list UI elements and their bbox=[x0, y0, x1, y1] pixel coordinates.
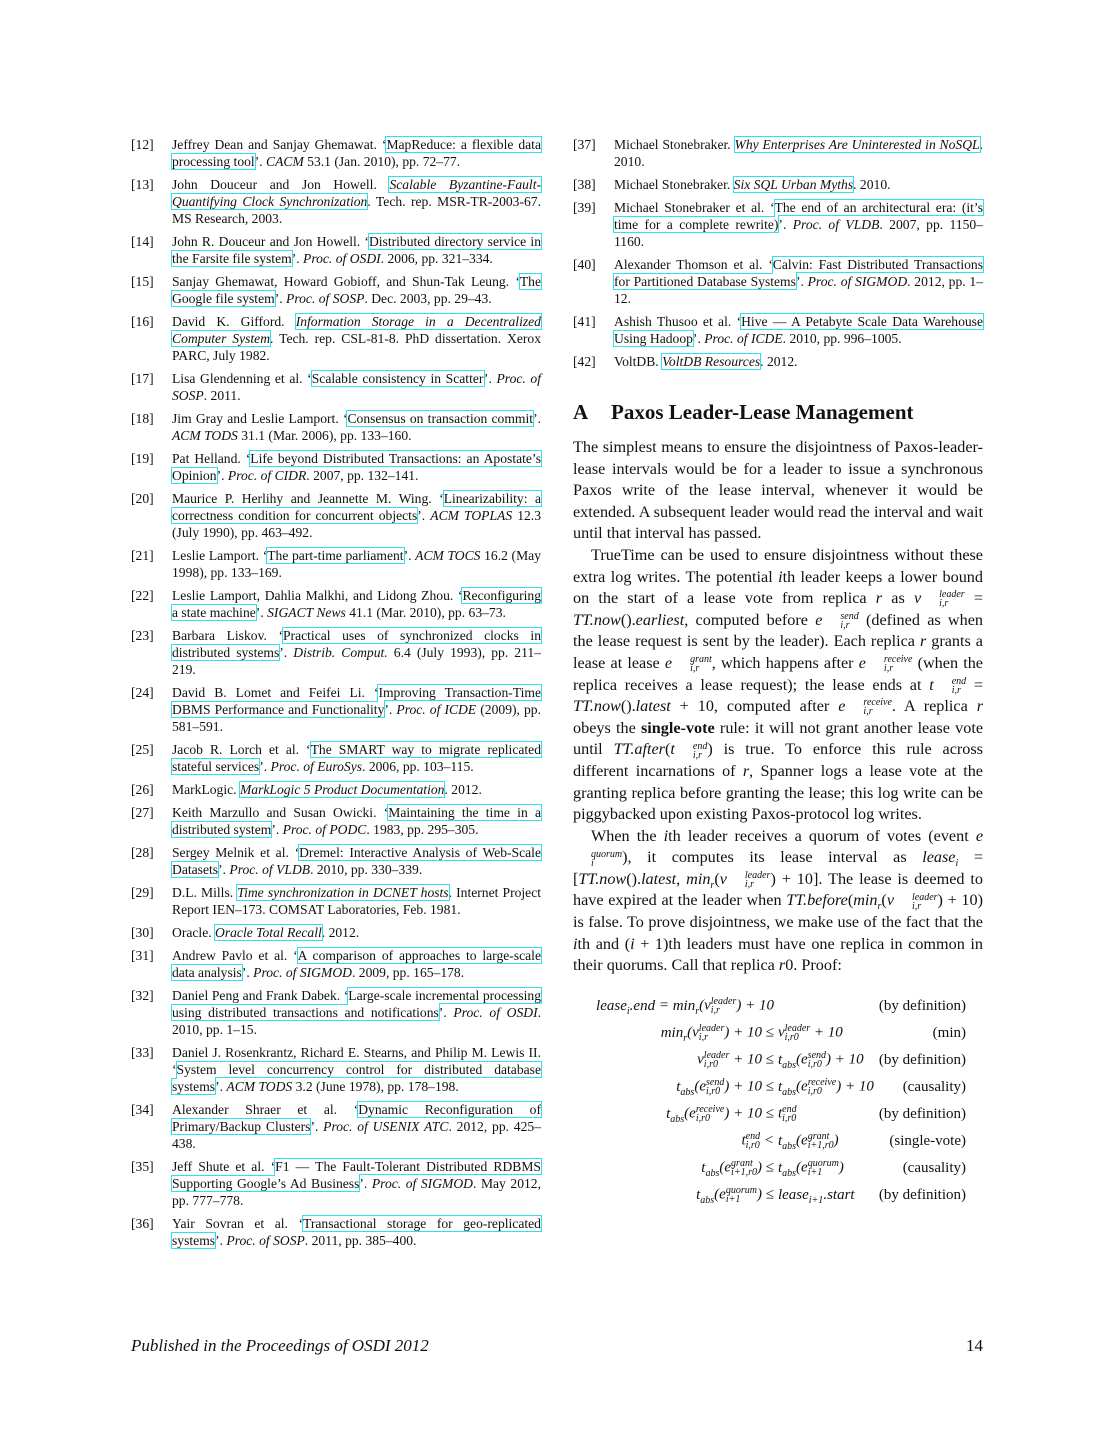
reference-item bbox=[131, 450, 541, 484]
reference-text: Oracle. Oracle Total Recall. 2012. bbox=[172, 925, 360, 940]
reference-text: Jeffrey Dean and Sanjay Ghemawat. ‘MapReduce: a flexible data processing tool’. CACM 53.1 (Jan. 2010), pp. 72–77. bbox=[172, 137, 541, 169]
reference-text: Alexander Thomson et al. ‘Calvin: Fast Distributed Transactions for Partitioned Database Systems’. Proc. of SIGMOD. 2012, pp. 1–12. bbox=[614, 257, 983, 306]
reference-item bbox=[131, 1158, 541, 1209]
reference-number: [36] bbox=[131, 1216, 154, 1231]
reference-text: Daniel Peng and Frank Dabek. ‘Large-scale incremental processing using distributed transactions and notifications’. Proc. of OSDI. 2010, pp. 1–15. bbox=[172, 988, 541, 1037]
reference-text: Daniel J. Rosenkrantz, Richard E. Stearns, and Philip M. Lewis II. ‘System level concurrency control for distributed database systems’. ACM TODS 3.2 (June 1978), pp. 178–198. bbox=[172, 1045, 541, 1094]
equation-row: lease$_i$.end = $\min_r(v$ leader i,r ) + 10 (by definition) bbox=[596, 996, 966, 1017]
reference-link[interactable]: Time synchronization in DCNET hosts bbox=[237, 885, 449, 900]
page-footer bbox=[131, 1336, 983, 1356]
appendix-heading bbox=[573, 400, 983, 425]
reference-link[interactable]: A comparison of approaches to large-scale data analysis bbox=[172, 948, 541, 980]
reference-text: Sanjay Ghemawat, Howard Gobioff, and Shun-Tak Leung. ‘The Google file system’. Proc. of SOSP. Dec. 2003, pp. 29–43. bbox=[172, 274, 541, 306]
equation-row: $t_{abs}(e$ grant i+1,r0 ) ≤ $t_{abs}(e$ quorum i+1 ) (causality) bbox=[701, 1158, 966, 1179]
reference-item bbox=[573, 256, 983, 307]
reference-number: [16] bbox=[131, 314, 154, 329]
reference-number: [17] bbox=[131, 371, 154, 386]
reference-item bbox=[573, 136, 983, 170]
reference-item bbox=[131, 781, 541, 798]
reference-text: Michael Stonebraker. Six SQL Urban Myths. 2010. bbox=[614, 177, 891, 192]
reference-link[interactable]: Hive — A Petabyte Scale Data Warehouse Using Hadoop bbox=[614, 314, 983, 346]
reference-text: MarkLogic. MarkLogic 5 Product Documentation. 2012. bbox=[172, 782, 482, 797]
reference-text: John R. Douceur and Jon Howell. ‘Distributed directory service in the Farsite file system’. Proc. of OSDI. 2006, pp. 321–334. bbox=[172, 234, 541, 266]
reference-link[interactable]: Why Enterprises Are Uninterested in NoSQL bbox=[734, 137, 980, 152]
reference-number: [22] bbox=[131, 588, 154, 603]
reference-link[interactable]: Six SQL Urban Myths bbox=[733, 177, 854, 192]
reference-number: [12] bbox=[131, 137, 154, 152]
reference-number: [42] bbox=[573, 354, 596, 369]
appendix-label: A bbox=[573, 400, 589, 424]
reference-link[interactable]: Improving Transaction-Time DBMS Performance and Functionality bbox=[172, 685, 542, 717]
reference-item bbox=[131, 1101, 541, 1152]
reference-number: [31] bbox=[131, 948, 154, 963]
reference-link[interactable]: Distributed directory service in the Farsite file system bbox=[172, 234, 541, 266]
reference-text: D.L. Mills. Time synchronization in DCNET hosts. Internet Project Report IEN–173. COMSAT Laboratories, Feb. 1981. bbox=[172, 885, 542, 917]
reference-item bbox=[573, 199, 983, 250]
reference-number: [21] bbox=[131, 548, 154, 563]
reference-item bbox=[131, 370, 541, 404]
equation-row: v leader i,r0 + 10 ≤ $t_{abs}(e$ send i,r0 ) + 10 (by definition) bbox=[697, 1050, 966, 1071]
reference-link[interactable]: Dynamic Reconfiguration of Primary/Backup Clusters bbox=[172, 1102, 541, 1134]
equation-row: $\min_r(v$ leader i,r ) + 10 ≤ v leader i,r0 + 10 (min) bbox=[660, 1023, 966, 1044]
reference-link[interactable]: Scalable consistency in Scatter bbox=[311, 371, 484, 386]
reference-item bbox=[573, 313, 983, 347]
reference-link[interactable]: The SMART way to migrate replicated stateful services bbox=[172, 742, 541, 774]
reference-text: Jacob R. Lorch et al. ‘The SMART way to migrate replicated stateful services’. Proc. of EuroSys. 2006, pp. 103–115. bbox=[172, 742, 541, 774]
reference-item bbox=[131, 490, 541, 541]
reference-text: Andrew Pavlo et al. ‘A comparison of approaches to large-scale data analysis’. Proc. of SIGMOD. 2009, pp. 165–178. bbox=[172, 948, 541, 980]
reference-text: Pat Helland. ‘Life beyond Distributed Transactions: an Apostate’s Opinion’. Proc. of CIDR. 2007, pp. 132–141. bbox=[172, 451, 542, 483]
reference-number: [23] bbox=[131, 628, 154, 643]
reference-number: [30] bbox=[131, 925, 154, 940]
reference-link[interactable]: The Google file system bbox=[172, 274, 541, 306]
equation-row: $t_{abs}(e$ quorum i+1 ) ≤ lease$_{i+1}$.start (by definition) bbox=[696, 1185, 966, 1206]
reference-link[interactable]: Life beyond Distributed Transactions: an Apostate’s Opinion bbox=[172, 451, 542, 483]
reference-link[interactable]: Oracle Total Recall bbox=[215, 925, 322, 940]
page-number: 14 bbox=[966, 1336, 983, 1355]
reference-item bbox=[131, 844, 541, 878]
reference-text: Yair Sovran et al. ‘Transactional storage for geo-replicated systems’. Proc. of SOSP. 2011, pp. 385–400. bbox=[172, 1216, 541, 1248]
reference-text: Michael Stonebraker. Why Enterprises Are Uninterested in NoSQL. 2010. bbox=[614, 137, 983, 169]
appendix-title: Paxos Leader-Lease Management bbox=[611, 400, 914, 424]
reference-link[interactable]: Maintaining the time in a distributed system bbox=[172, 805, 542, 837]
reference-text: Jim Gray and Leslie Lamport. ‘Consensus on transaction commit’. ACM TODS 31.1 (Mar. 2006), pp. 133–160. bbox=[172, 411, 541, 443]
reference-number: [39] bbox=[573, 200, 596, 215]
reference-item bbox=[131, 587, 541, 621]
reference-link[interactable]: Practical uses of synchronized clocks in distributed systems bbox=[172, 628, 541, 660]
reference-link[interactable]: Transactional storage for geo-replicated systems bbox=[172, 1216, 541, 1248]
reference-item bbox=[131, 947, 541, 981]
reference-number: [19] bbox=[131, 451, 154, 466]
reference-item bbox=[131, 136, 541, 170]
references-left-column bbox=[131, 136, 541, 1255]
reference-item bbox=[131, 273, 541, 307]
reference-item bbox=[573, 353, 983, 370]
reference-item bbox=[131, 1044, 541, 1095]
reference-item bbox=[131, 684, 541, 735]
reference-link[interactable]: F1 — The Fault-Tolerant Distributed RDBMS Supporting Google’s Ad Business bbox=[172, 1159, 541, 1191]
reference-number: [18] bbox=[131, 411, 154, 426]
reference-number: [26] bbox=[131, 782, 154, 797]
reference-number: [32] bbox=[131, 988, 154, 1003]
reference-item bbox=[131, 313, 541, 364]
reference-text: Sergey Melnik et al. ‘Dremel: Interactive Analysis of Web-Scale Datasets’. Proc. of VLDB. 2010, pp. 330–339. bbox=[172, 845, 541, 877]
reference-number: [34] bbox=[131, 1102, 154, 1117]
reference-item bbox=[131, 987, 541, 1038]
reference-link[interactable]: Scalable Byzantine-Fault-Quantifying Clock Synchronization bbox=[172, 177, 541, 209]
reference-number: [13] bbox=[131, 177, 154, 192]
reference-link[interactable]: Information Storage in a Decentralized Computer System bbox=[172, 314, 541, 346]
reference-link[interactable]: The part-time parliament bbox=[267, 548, 404, 563]
reference-text: Barbara Liskov. ‘Practical uses of synchronized clocks in distributed systems’. Distrib. Comput. 6.4 (July 1993), pp. 211–219. bbox=[172, 628, 541, 677]
reference-number: [35] bbox=[131, 1159, 154, 1174]
reference-item bbox=[131, 627, 541, 678]
reference-link[interactable]: Consensus on transaction commit bbox=[347, 411, 534, 426]
reference-number: [37] bbox=[573, 137, 596, 152]
reference-text: Maurice P. Herlihy and Jeannette M. Wing. ‘Linearizability: a correctness condition for concurrent objects’. ACM TOPLAS 12.3 (July 1990), pp. 463–492. bbox=[172, 491, 542, 540]
reference-number: [41] bbox=[573, 314, 596, 329]
reference-number: [27] bbox=[131, 805, 154, 820]
reference-text: Alexander Shraer et al. ‘Dynamic Reconfiguration of Primary/Backup Clusters’. Proc. of USENIX ATC. 2012, pp. 425–438. bbox=[172, 1102, 541, 1151]
reference-text: VoltDB. VoltDB Resources. 2012. bbox=[614, 354, 798, 369]
reference-link[interactable]: Reconfiguring a state machine bbox=[172, 588, 541, 620]
reference-item bbox=[131, 176, 541, 227]
equation-row: $t_{abs}(e$ send i,r0 ) + 10 ≤ $t_{abs}(e$ receive i,r0 ) + 10 (causality) bbox=[676, 1077, 966, 1098]
reference-link[interactable]: The end of an architectural era: (it’s time for a complete rewrite) bbox=[614, 200, 983, 232]
reference-item bbox=[131, 804, 541, 838]
reference-item bbox=[573, 176, 983, 193]
reference-link[interactable]: MapReduce: a flexible data processing tool bbox=[172, 137, 541, 169]
reference-number: [24] bbox=[131, 685, 154, 700]
reference-link[interactable]: Calvin: Fast Distributed Transactions for Partitioned Database Systems bbox=[614, 257, 983, 289]
reference-link[interactable]: System level concurrency control for distributed database systems bbox=[172, 1062, 541, 1094]
reference-item bbox=[131, 884, 541, 918]
reference-item bbox=[131, 233, 541, 267]
reference-link[interactable]: MarkLogic 5 Product Documentation bbox=[239, 782, 445, 797]
reference-number: [33] bbox=[131, 1045, 154, 1060]
reference-text: Lisa Glendenning et al. ‘Scalable consistency in Scatter’. Proc. of SOSP. 2011. bbox=[172, 371, 542, 403]
reference-item bbox=[131, 547, 541, 581]
appendix-paragraph-2: TrueTime can be used to ensure disjointness without these extra log writes. The potential ith leader keeps a lower bound on the start of a lease vote from replica r as v leader i,r = TT.now().earliest, computed before e send i,r (defined as when the lease request is sent by the leader). Each replica r grants a lease at lease e grant i,r , which happens after e receive i,r (when the replica receives a lease request); the lease ends at t end i,r = TT.now().latest + 10, computed after e receive i,r . A replica r obeys the single-vote rule: it will not grant another lease vote until TT.after(t end i,r ) is true. To enforce this rule across different incarnations of r, Spanner logs a lease vote at the granting replica before granting the lease; this log write can be piggybacked upon existing Paxos-protocol log writes. bbox=[573, 545, 984, 824]
equation-row: t end i,r0 < $t_{abs}(e$ grant i+1,r0 ) (single-vote) bbox=[741, 1131, 966, 1152]
reference-text: Michael Stonebraker et al. ‘The end of an architectural era: (it’s time for a complete rewrite)’. Proc. of VLDB. 2007, pp. 1150–1160. bbox=[614, 200, 983, 249]
references-right-list bbox=[573, 136, 983, 370]
reference-text: Keith Marzullo and Susan Owicki. ‘Maintaining the time in a distributed system’. Proc. of PODC. 1983, pp. 295–305. bbox=[172, 805, 542, 837]
reference-link[interactable]: Dremel: Interactive Analysis of Web-Scale Datasets bbox=[172, 845, 541, 877]
reference-text: Leslie Lamport. ‘The part-time parliament’. ACM TOCS 16.2 (May 1998), pp. 133–169. bbox=[172, 548, 541, 580]
reference-item bbox=[131, 410, 541, 444]
reference-number: [15] bbox=[131, 274, 154, 289]
appendix-paragraph-3: When the ith leader receives a quorum of votes (event e quorum i ), it computes its lease interval as lease$_i$ = [TT.now().latest, $\min_r(v$ leader i,r ) + 10]. The lease is deemed to have expired at the leader when $TT.before(\min_r(v$ leader i,r ) + 10) is false. To prove disjointness, we make use of the fact that the ith and (i + 1)th leaders must have one replica in common in their quorums. Call that replica r0. Proof: bbox=[573, 826, 984, 975]
equation-row: $t_{abs}(e$ receive i,r0 ) + 10 ≤ t end i,r0 (by definition) bbox=[666, 1104, 966, 1125]
reference-number: [14] bbox=[131, 234, 154, 249]
reference-number: [38] bbox=[573, 177, 596, 192]
reference-number: [20] bbox=[131, 491, 154, 506]
reference-item bbox=[131, 741, 541, 775]
reference-link[interactable]: Linearizability: a correctness condition for concurrent objects bbox=[172, 491, 541, 523]
reference-text: John Douceur and Jon Howell. Scalable Byzantine-Fault-Quantifying Clock Synchronization. Tech. rep. MSR-TR-2003-67. MS Research, 2003. bbox=[172, 177, 541, 226]
reference-text: David B. Lomet and Feifei Li. ‘Improving Transaction-Time DBMS Performance and Functionality’. Proc. of ICDE (2009), pp. 581–591. bbox=[172, 685, 542, 734]
reference-item bbox=[131, 1215, 541, 1249]
publication-info: Published in the Proceedings of OSDI 2012 bbox=[131, 1336, 429, 1355]
reference-text: Leslie Lamport, Dahlia Malkhi, and Lidong Zhou. ‘Reconfiguring a state machine’. SIGACT News 41.1 (Mar. 2010), pp. 63–73. bbox=[172, 588, 541, 620]
reference-number: [28] bbox=[131, 845, 154, 860]
reference-link[interactable]: VoltDB Resources bbox=[662, 354, 761, 369]
appendix-paragraph-1: The simplest means to ensure the disjointness of Paxos-leader-lease intervals would be for a leader to issue a synchronous Paxos write of the lease interval, whenever it would be extended. A subsequent leader would read the interval and wait until that interval has passed. bbox=[573, 438, 983, 543]
reference-link[interactable]: Large-scale incremental processing using distributed transactions and notifications bbox=[172, 988, 541, 1020]
proof-equations bbox=[591, 993, 966, 1209]
reference-text: Ashish Thusoo et al. ‘Hive — A Petabyte Scale Data Warehouse Using Hadoop’. Proc. of ICDE. 2010, pp. 996–1005. bbox=[614, 314, 983, 346]
reference-text: David K. Gifford. Information Storage in a Decentralized Computer System. Tech. rep. CSL-81-8. PhD dissertation. Xerox PARC, July 1982. bbox=[172, 314, 541, 363]
reference-number: [25] bbox=[131, 742, 154, 757]
reference-number: [29] bbox=[131, 885, 154, 900]
reference-number: [40] bbox=[573, 257, 596, 272]
reference-text: Jeff Shute et al. ‘F1 — The Fault-Tolerant Distributed RDBMS Supporting Google’s Ad Business’. Proc. of SIGMOD. May 2012, pp. 777–778. bbox=[172, 1159, 541, 1208]
reference-item bbox=[131, 924, 541, 941]
right-column bbox=[573, 136, 983, 1209]
